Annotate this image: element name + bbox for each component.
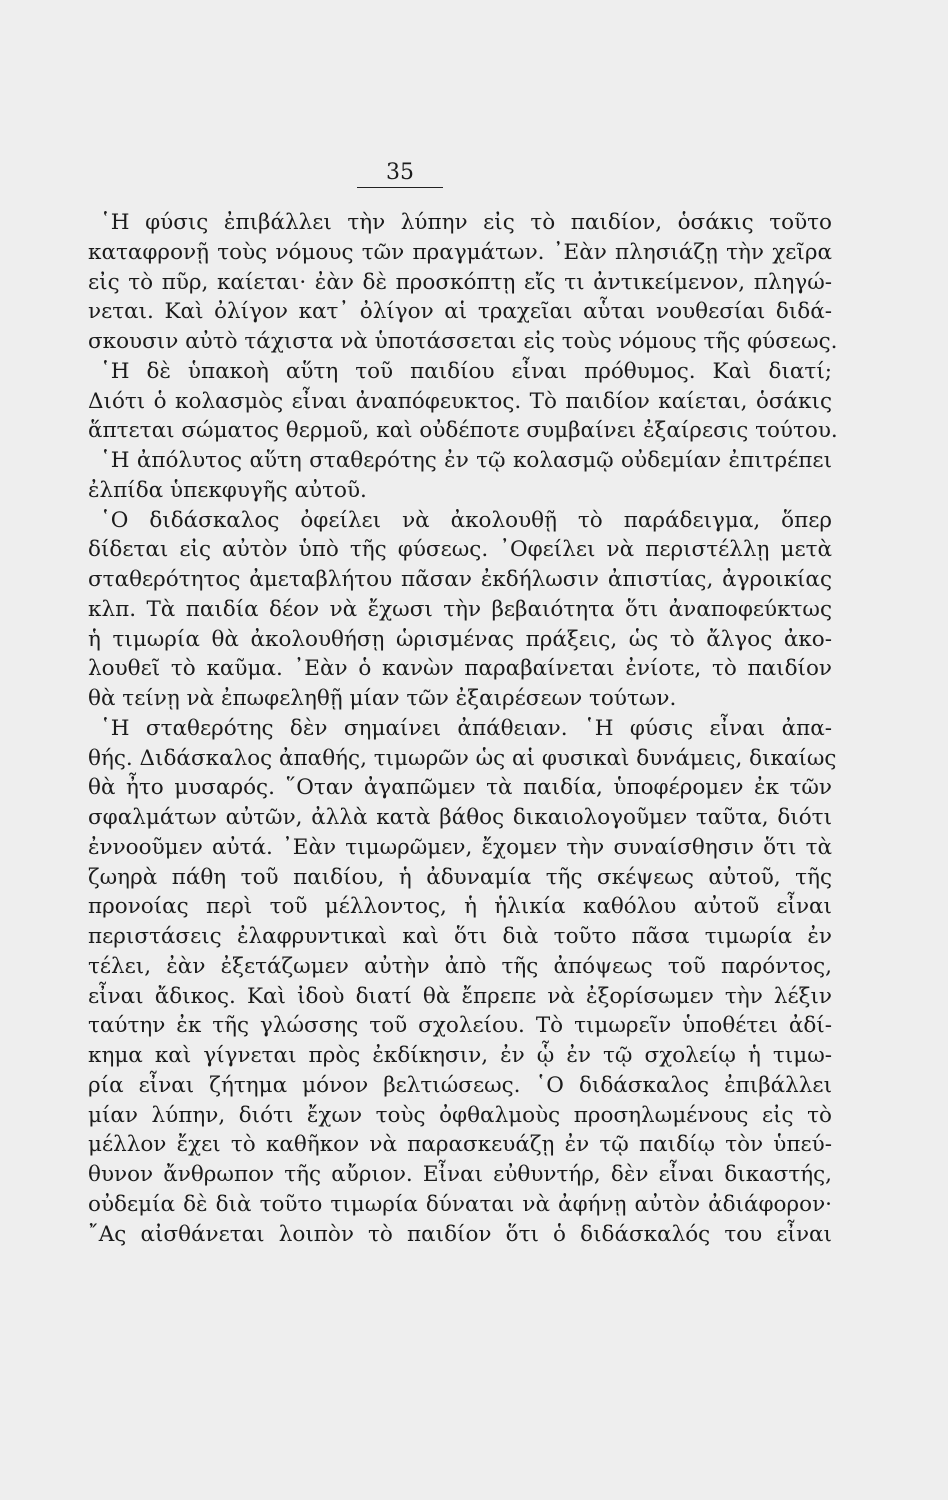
page-number-rule — [357, 187, 443, 188]
text-line: σφαλμάτων αὐτῶν, ἀλλὰ κατὰ βάθος δικαιολογοῦμεν ταῦτα, διότι — [88, 805, 832, 830]
text-line: εἰς τὸ πῦρ, καίεται· ἐὰν δὲ προσκόπτῃ εἴς τι ἀντικείμενον, πληγώ- — [88, 269, 832, 295]
text-line: ταύτην ἐκ τῆς γλώσσης τοῦ σχολείου. Τὸ τιμωρεῖν ὑποθέτει ἀδί- — [88, 1013, 832, 1039]
text-line: ἐννοοῦμεν αὐτά. ᾿Εὰν τιμωρῶμεν, ἔχομεν τὴν συναίσθησιν ὅτι τὰ — [88, 834, 832, 860]
text-line: εἶναι ἄδικος. Καὶ ἰδοὺ διατί θὰ ἔπρεπε νὰ ἐξορίσωμεν τὴν λέξιν — [88, 983, 832, 1009]
text-line: τέλει, ἐὰν ἐξετάζωμεν αὐτὴν ἀπὸ τῆς ἀπόψεως τοῦ παρόντος, — [88, 953, 832, 979]
text-line: νεται. Καὶ ὀλίγον κατ᾽ ὀλίγον αἱ τραχεῖαι αὗται νουθεσίαι διδά- — [88, 299, 832, 325]
text-line: Διότι ὁ κολασμὸς εἶναι ἀναπόφευκτος. Τὸ παιδίον καίεται, ὁσάκις — [88, 388, 832, 414]
text-line: περιστάσεις ἐλαφρυντικαὶ καὶ ὅτι διὰ τοῦτο πᾶσα τιμωρία ἐν — [88, 924, 832, 949]
text-line: θής. Διδάσκαλος ἀπαθής, τιμωρῶν ὡς αἱ φυσικαὶ δυνάμεις, δικαίως — [88, 745, 837, 771]
text-line: σταθερότητος ἀμεταβλήτου πᾶσαν ἐκδήλωσιν ἀπιστίας, ἀγροικίας — [88, 567, 832, 592]
text-line: σκουσιν αὐτὸ τάχιστα νὰ ὑποτάσσεται εἰς τοὺς νόμους τῆς φύσεως. — [88, 329, 838, 354]
text-line: θὰ ἦτο μυσαρός. ῞Οταν ἀγαπῶμεν τὰ παιδία, ὑποφέρομεν ἐκ τῶν — [88, 775, 832, 801]
text-line: λουθεῖ τὸ καῦμα. ᾿Εὰν ὁ κανὼν παραβαίνεται ἐνίοτε, τὸ παιδίον — [88, 656, 832, 682]
text-line: οὐδεμία δὲ διὰ τοῦτο τιμωρία δύναται νὰ ἀφήνῃ αὐτὸν ἀδιάφορον· — [88, 1191, 832, 1217]
text-line: ῾Η ἀπόλυτος αὕτη σταθερότης ἐν τῷ κολασμῷ οὐδεμίαν ἐπιτρέπει — [100, 448, 832, 473]
text-line: μέλλον ἔχει τὸ καθῆκον νὰ παρασκευάζῃ ἐν τῷ παιδίῳ τὸν ὑπεύ- — [88, 1132, 832, 1158]
text-line: ῾Η φύσις ἐπιβάλλει τὴν λύπην εἰς τὸ παιδίον, ὁσάκις τοῦτο — [100, 210, 832, 235]
text-line: ῾Η δὲ ὑπακοὴ αὕτη τοῦ παιδίου εἶναι πρόθυμος. Καὶ διατί; — [100, 358, 832, 384]
page-number: 35 — [386, 160, 414, 185]
text-line: καταφρονῇ τοὺς νόμους τῶν πραγμάτων. ᾿Εὰν πλησιάζῃ τὴν χεῖρα — [88, 239, 832, 265]
body-text — [88, 208, 838, 1249]
text-line: ἐλπίδα ὑπεκφυγῆς αὐτοῦ. — [88, 477, 367, 503]
text-line: προνοίας περὶ τοῦ μέλλοντος, ἡ ἡλικία καθόλου αὐτοῦ εἶναι — [88, 894, 832, 920]
text-line: ῎Ας αἰσθάνεται λοιπὸν τὸ παιδίον ὅτι ὁ διδάσκαλός του εἶναι — [88, 1221, 832, 1247]
text-line: θυνον ἄνθρωπον τῆς αὔριον. Εἶναι εὐθυντήρ, δὲν εἶναι δικαστής, — [88, 1162, 832, 1187]
text-line: κλπ. Τὰ παιδία δέον νὰ ἔχωσι τὴν βεβαιότητα ὅτι ἀναποφεύκτως — [88, 596, 832, 622]
text-line: ῾Ο διδάσκαλος ὀφείλει νὰ ἀκολουθῇ τὸ παράδειγμα, ὅπερ — [100, 507, 832, 533]
text-line: κημα καὶ γίγνεται πρὸς ἐκδίκησιν, ἐν ᾧ ἐν τῷ σχολείῳ ἡ τιμω- — [88, 1043, 832, 1068]
text-line: ζωηρὰ πάθη τοῦ παιδίου, ἡ ἀδυναμία τῆς σκέψεως αὐτοῦ, τῆς — [88, 864, 832, 890]
text-line: ἅπτεται σώματος θερμοῦ, καὶ οὐδέποτε συμβαίνει ἐξαίρεσις τούτου. — [88, 418, 838, 444]
text-line: ἡ τιμωρία θὰ ἀκολουθήσῃ ὡρισμένας πράξεις, ὡς τὸ ἄλγος ἀκο- — [88, 626, 832, 652]
text-line: ῾Η σταθερότης δὲν σημαίνει ἀπάθειαν. ῾Η φύσις εἶναι ἀπα- — [100, 715, 832, 741]
text-line: δίδεται εἰς αὐτὸν ὑπὸ τῆς φύσεως. ᾿Οφείλει νὰ περιστέλλῃ μετὰ — [88, 537, 832, 563]
text-line: θὰ τείνῃ νὰ ἐπωφεληθῇ μίαν τῶν ἐξαιρέσεων τούτων. — [88, 686, 677, 711]
text-line: μίαν λύπην, διότι ἔχων τοὺς ὀφθαλμοὺς προσηλωμένους εἰς τὸ — [88, 1102, 832, 1128]
text-line: ρία εἶναι ζήτημα μόνον βελτιώσεως. ῾Ο διδάσκαλος ἐπιβάλλει — [88, 1072, 832, 1098]
